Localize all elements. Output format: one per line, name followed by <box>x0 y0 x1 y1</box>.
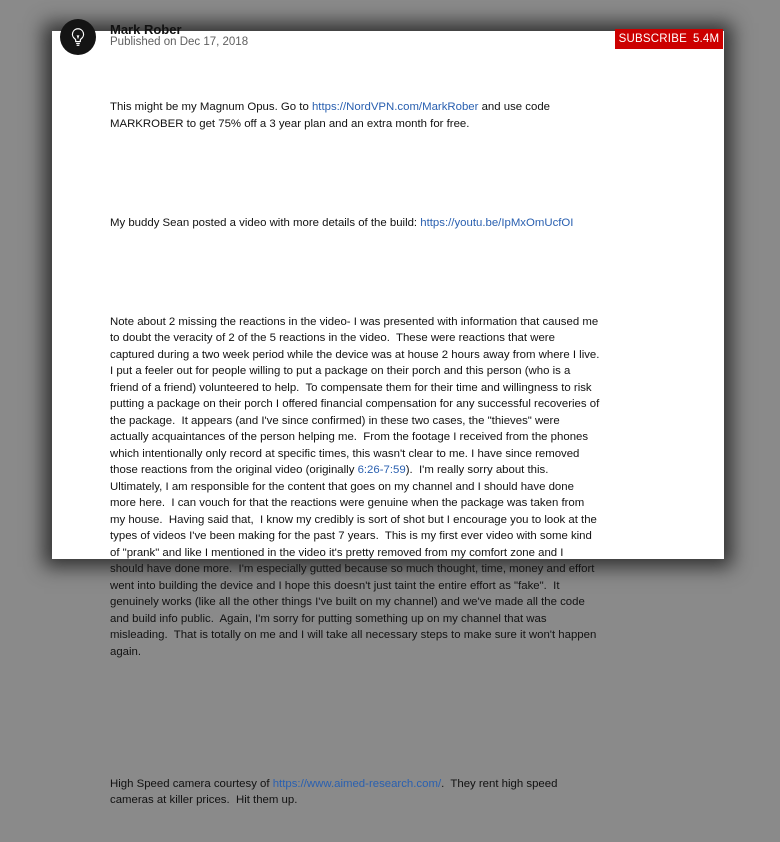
aimed-research-link[interactable]: https://www.aimed-research.com/ <box>272 777 442 790</box>
subscribe-button[interactable] <box>615 29 723 49</box>
channel-name[interactable]: Mark Rober <box>110 22 182 37</box>
youtube-build-link[interactable]: https://youtu.be/IpMxOmUcfOI <box>420 216 574 229</box>
subscriber-count: 5.4M <box>692 33 720 45</box>
timestamp-link[interactable]: 6:26-7:59 <box>357 464 406 476</box>
description-paragraph: This might be my Magnum Opus. Go to https://NordVPN.com/MarkRober and use code MARKROBER to get 75% off a 3 year plan and an extra month for free. <box>110 101 554 130</box>
channel-avatar[interactable] <box>60 19 96 55</box>
publish-date: Published on Dec 17, 2018 <box>110 36 249 48</box>
description-paragraph: High Speed camera courtesy of https://www.aimed-research.com/. They rent high speed cameras at killer prices. Hit them up. <box>110 777 561 806</box>
description-text <box>110 66 606 842</box>
video-description-panel <box>52 22 724 806</box>
lightbulb-icon <box>67 26 89 48</box>
nordvpn-link[interactable]: https://NordVPN.com/MarkRober <box>311 101 479 113</box>
subscribe-label: SUBSCRIBE <box>618 33 687 45</box>
description-paragraph: Note about 2 missing the reactions in the video- I was presented with information that caused me to doubt the veracity of 2 of the 5 reactions in the video. These were reactions that were captured during a two week period while the device was at house 2 hours away from where I live. I put a feeler out for people willing to put a package on their porch and this person (who is a friend of a friend) volunteered to help. To compensate them for their time and willingness to risk putting a package on their porch I offered financial compensation for any successful recoveries of the package. It appears (and I've since confirmed) in these two cases, the "thieves" were actually acquaintances of the person helping me. From the footage I received from the phones which intentionally only record at specific times, this wasn't clear to me. I have since removed those reactions from the original video (originally 6:26-7:59). I'm really sorry about this. Ultimately, I am responsible for the content that goes on my channel and I should have done more here. I can vouch for that the reactions were genuine when the package was taken from my house. Having said that, I know my credibly is sort of shot but I encourage you to look at the types of videos I've been making for the past 7 years. This is my first ever video with some kind of "prank" and like I mentioned in the video it's pretty removed from my comfort zone and I should have done more. I'm especially gutted because so much thought, time, money and effort went into building the device and I hope this doesn't just taint the entire effort as "fake". It genuinely works (like all the other things I've built on my channel) and we've made all the code and build info public. Again, I'm sorry for putting something up on my channel that was misleading. That is totally on me and I will take all necessary steps to make sure it won't happen again. <box>110 315 606 658</box>
description-paragraph: My buddy Sean posted a video with more details of the build: https://youtu.be/IpMxOmUcfOI <box>110 216 574 229</box>
